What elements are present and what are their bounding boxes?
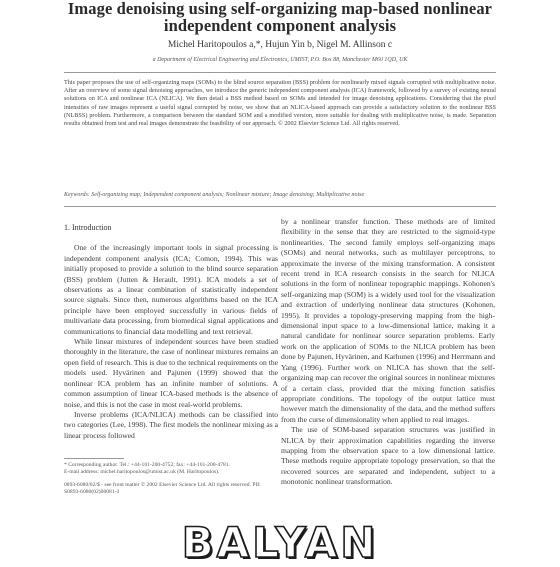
intro-paragraph-3: Inverse problems (ICA/NLICA) methods can be classified into two categories (Lee, 1998). The first models the nonlinear mixing as a linear process followed xyxy=(64,409,278,440)
author-list: Michel Haritopoulos a,*, Hujun Yin b, Nigel M. Allinson c xyxy=(167,40,393,50)
keywords-line: Keywords: Self-organizing map; Independent component analysis; Nonlinear mixture; Image denoising; Multiplicative noise xyxy=(64,192,365,198)
left-column xyxy=(64,217,278,441)
intro-paragraph-5: The use of SOM-based separation structures was justified in NLICA by their approximation capabilities regarding the inverse mapping from the observation space to a low dimensional lattice. These methods require appropriate topology preservation, so that the recovered sources are separated and independent, subject to a monotonic nonlinear transformation. xyxy=(281,425,495,487)
paper-title: Image denoising using self-organizing map-based nonlinear independent component analysis xyxy=(67,0,493,35)
abstract-divider xyxy=(64,206,496,207)
footnotes xyxy=(64,458,278,476)
header-divider xyxy=(64,72,496,73)
section-heading: 1. Introduction xyxy=(64,223,112,232)
author-affiliation: a Department of Electrical Engineering and Electronics, UMIST, P.O. Box 88, Manchester M60 1QD, UK xyxy=(152,57,408,63)
footnote-corresponding-author: * Corresponding author. Tel.: +44-161-200-4752; fax: +44-161-200-4781. xyxy=(64,462,230,468)
footnote-email: E-mail address: michel.haritopoulos@umist.ac.uk (M. Haritopoulos). xyxy=(64,469,220,476)
intro-paragraph-1: One of the increasingly important tools in signal processing is independent component analysis (ICA; Comon, 1994). This was initially proposed to provide a solution to the blind source separation (BSS) problem (Jutten & Herault, 1991). ICA models a set of observations as a linear combination of statistically independent source signals. Since then, numerous algorithms based on the ICA principle have been employed successfully in various fields of multivariate data processing, from biomedical signal applications and communications to financial data modelling and text retrieval. xyxy=(64,243,278,336)
balyan-watermark-logo: BALYAN xyxy=(181,518,379,567)
footnote-divider xyxy=(64,458,124,459)
journal-copyright-line: 0893-6080/02/$ - see front matter © 2002 Elsevier Science Ltd. All rights reserved. PII: S0893-6080(02)00081-3 xyxy=(64,482,261,496)
right-column xyxy=(281,217,495,488)
intro-paragraph-4: by a nonlinear transfer function. These methods are of limited flexibility in the sense that they are restricted to the sigmoid-type nonlinearities. The second family employs self-organizing maps (SOMs) and neural networks, such as multilayer perceptrons, to approximate the inverse of the mixing transformation. A consistent recent trend in ICA research consists in the search for NLICA solutions in the form of nonlinear topographic mappings. Kohonen's self-organizing map (SOM) is a widely used tool for the visualization and extraction of underlying nonlinear data structures (Kohonen, 1995). It provides a topology-preserving mapping from the high-dimensional input space to a low-dimensional lattice, making it a natural candidate for nonlinear source separation problems. Early work on the application of SOMs to the NLICA problem has been done by Pajunen, Hyvärinen, and Karhunen (1996) and Herrmann and Yang (1996). Further work on NLICA has shown that the self-organizing map can recover the original sources in nonlinear mixtures of a certain class, provided that the mixing function satisfies appropriate conditions. The topology of the output lattice must however match the dimensionality of the data, and the method suffers from the curse of dimensionality when applied to real images. xyxy=(281,217,495,424)
abstract-text: This paper proposes the use of self-organizing maps (SOMs) to the blind source separation (BSS) problem for nonlinearly mixed signals corrupted with multiplicative noise. After an overview of some signal denoising approaches, we introduce the generic independent component analysis (ICA) framework, followed by a survey of existing neural solutions on ICA and nonlinear ICA (NLICA). We then detail a BSS method based on SOMs and intended for image denoising applications. Considering that the pixel intensities of raw images represent a useful signal corrupted by noise, we show that an NLICA-based approach can provide a satisfactory solution to the nonlinear BSS (NLBSS) problem. Furthermore, a comparison between the standard SOM and a modified version, more suitable for dealing with multiplicative noise, is made. Separation results obtained from test and real images demonstrate the feasibility of our approach. © 2002 Elsevier Science Ltd. All rights reserved. xyxy=(64,79,496,128)
intro-paragraph-2: While linear mixtures of independent sources have been studied thoroughly in the literature, the case of nonlinear mixtures remains an open field of research. This is due to the technical requirements on the models used. Hyvärinen and Pajunen (1999) showed that the nonlinear ICA problem has an infinite number of solutions. A common assumption of linear ICA-based methods is the absence of noise, and this is not the case in most real-world problems. xyxy=(64,337,278,409)
